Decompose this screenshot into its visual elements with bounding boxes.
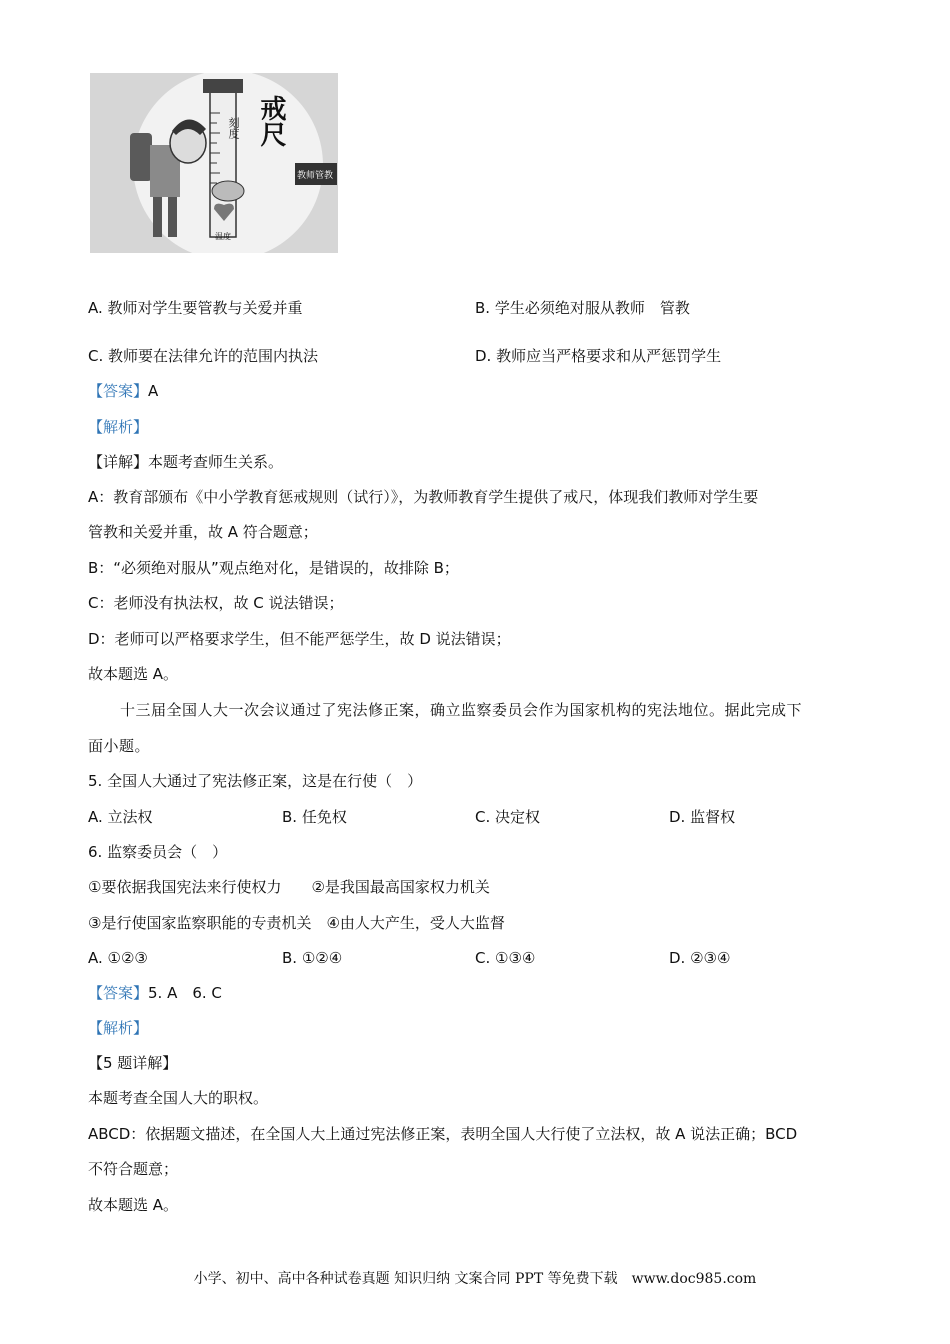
material-text: 面小题。: [88, 737, 151, 755]
figure-tag: 教师管教: [297, 171, 334, 181]
q6-option-a: A. ①②③: [88, 949, 148, 967]
q6-items: ③是行使国家监察职能的专责机关 ④由人大产生，受人大监督: [88, 914, 505, 932]
q6-option-b: B. ①②④: [282, 949, 343, 967]
cartoon-illustration: [90, 73, 338, 253]
answer-tag: 【答案】: [88, 984, 149, 1002]
q5-stem: 5. 全国人大通过了宪法修正案，这是在行使（ ）: [88, 772, 423, 790]
q4-option-c: C. 教师要在法律允许的范围内执法: [88, 347, 319, 365]
q5-explanation-line: 故本题选 A。: [88, 1196, 179, 1214]
q4-option-d: D. 教师应当严格要求和从严惩罚学生: [475, 347, 722, 365]
q4-answer-line: [88, 380, 158, 402]
q4-explanation-line: 管教和关爱并重，故 A 符合题意；: [88, 523, 318, 541]
q6-items: ①要依据我国宪法来行使权力 ②是我国最高国家权力机关: [88, 878, 490, 896]
answer-tag: 【答案】: [88, 382, 149, 400]
q6-stem: 6. 监察委员会（ ）: [88, 843, 228, 861]
q5-option-b: B. 任免权: [282, 808, 347, 826]
q5-explanation-line: 本题考查全国人大的职权。: [88, 1089, 269, 1107]
q5-option-c: C. 决定权: [475, 808, 541, 826]
q5-detail-heading: 【5 题详解】: [88, 1054, 178, 1072]
material-text: 十三届全国人大一次会议通过了宪法修正案，确立监察委员会作为国家机构的宪法地位。据此完成下: [120, 701, 803, 719]
q5-explanation-line: 不符合题意；: [88, 1160, 179, 1178]
q6-option-c: C. ①③④: [475, 949, 536, 967]
q4-option-b: B. 学生必须绝对服从教师 管教: [475, 299, 690, 317]
answer-value: 5. A 6. C: [148, 984, 222, 1002]
q4-explanation-line: A：教育部颁布《中小学教育惩戒规则（试行）》，为教师教育学生提供了戒尺，体现我们教师对学生要: [88, 488, 759, 506]
figure-ruler-heart: 温度: [215, 232, 231, 241]
figure-ruler-marks: 刻度: [227, 117, 240, 139]
teacher-ruler-cartoon: [90, 73, 338, 253]
q4-option-a: A. 教师对学生要管教与关爱并重: [88, 299, 303, 317]
q56-analysis-tag: 【解析】: [88, 1019, 149, 1037]
answer-value: A: [148, 382, 159, 400]
q4-detail-heading: 【详解】本题考查师生关系。: [88, 453, 284, 471]
q5-option-d: D. 监督权: [669, 808, 736, 826]
q5-option-a: A. 立法权: [88, 808, 153, 826]
q4-analysis-tag: 【解析】: [88, 418, 149, 436]
q4-explanation-line: 故本题选 A。: [88, 665, 179, 683]
q4-explanation-line: B：“必须绝对服从”观点绝对化，是错误的，故排除 B；: [88, 559, 459, 577]
q4-explanation-line: C：老师没有执法权，故 C 说法错误；: [88, 594, 344, 612]
q6-option-d: D. ②③④: [669, 949, 731, 967]
q56-answer-line: [88, 982, 222, 1004]
q5-explanation-line: ABCD：依据题文描述，在全国人大上通过宪法修正案，表明全国人大行使了立法权，故 A 说法正确；BCD: [88, 1125, 798, 1143]
figure-ruler-title: 戒尺: [256, 95, 286, 147]
q4-explanation-line: D：老师可以严格要求学生，但不能严惩学生，故 D 说法错误；: [88, 630, 511, 648]
page-footer: 小学、初中、高中各种试卷真题 知识归纳 文案合同 PPT 等免费下载 www.doc985.com: [193, 1271, 757, 1287]
